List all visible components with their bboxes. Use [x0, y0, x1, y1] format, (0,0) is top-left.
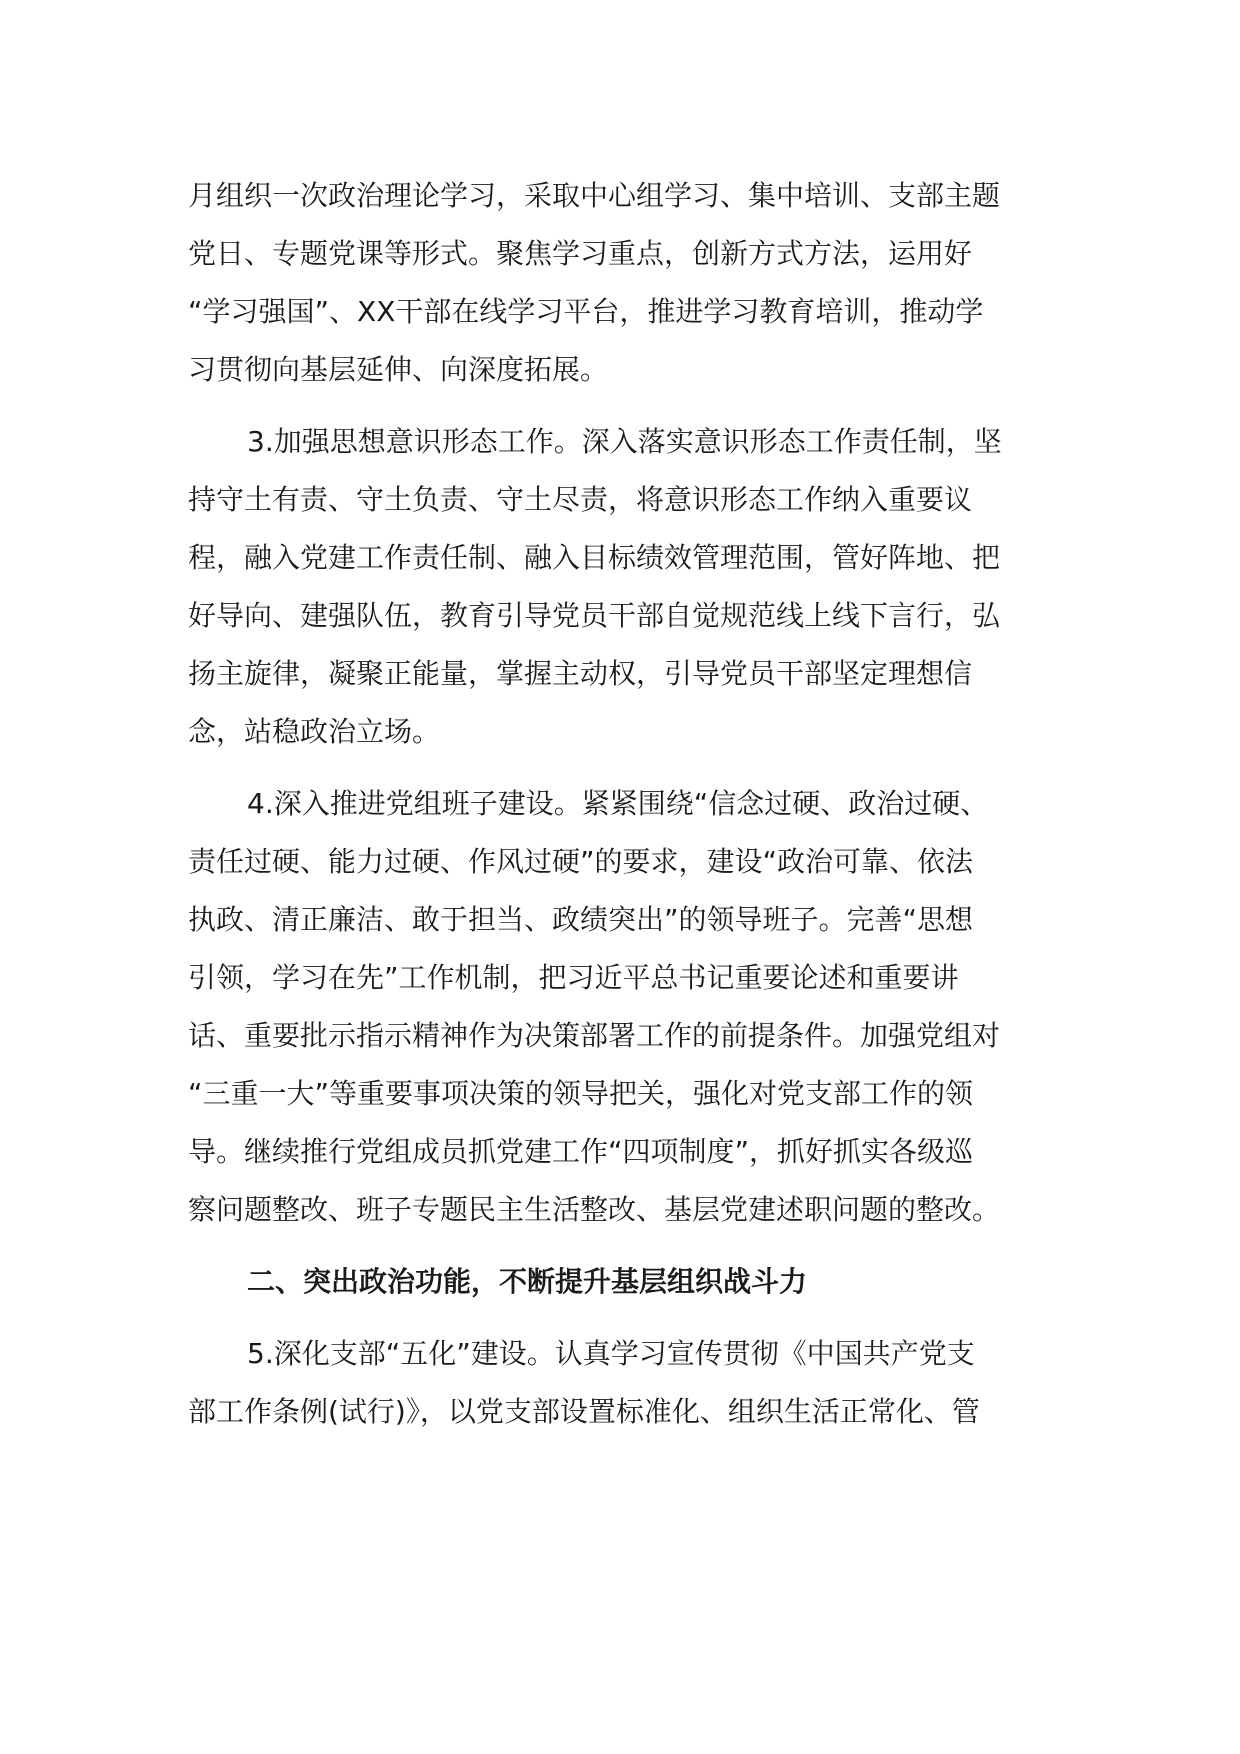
text-line: 持守土有责、守土负责、守土尽责，将意识形态工作纳入重要议 — [188, 483, 973, 516]
text-line: 导。继续推行党组成员抓党建工作“四项制度”，抓好抓实各级巡 — [188, 1135, 974, 1168]
text-line: “学习强国”、XX干部在线学习平台，推进学习教育培训，推动学 — [188, 295, 984, 328]
text-line: 月组织一次政治理论学习，采取中心组学习、集中培训、支部主题 — [188, 179, 1001, 212]
section-heading: 二、突出政治功能，不断提升基层组织战斗力 — [247, 1265, 808, 1298]
paragraph-3-first-line: 3.加强思想意识形态工作。深入落实意识形态工作责任制，坚 — [247, 425, 1002, 458]
text-line: 扬主旋律，凝聚正能量，掌握主动权，引导党员干部坚定理想信 — [188, 657, 973, 690]
text-line: 执政、清正廉洁、敢于担当、政绩突出”的领导班子。完善“思想 — [188, 903, 974, 936]
text-line: 察问题整改、班子专题民主生活整改、基层党建述职问题的整改。 — [188, 1193, 1001, 1226]
text-line: 好导向、建强队伍，教育引导党员干部自觉规范线上线下言行，弘 — [188, 599, 1001, 632]
text-line: 引领，学习在先”工作机制，把习近平总书记重要论述和重要讲 — [188, 961, 959, 994]
text-line: 程，融入党建工作责任制、融入目标绩效管理范围，管好阵地、把 — [188, 541, 1001, 574]
text-line: 责任过硬、能力过硬、作风过硬”的要求，建设“政治可靠、依法 — [188, 845, 974, 878]
text-line: 习贯彻向基层延伸、向深度拓展。 — [188, 353, 609, 386]
text-line: 部工作条例(试行)》，以党支部设置标准化、组织生活正常化、管 — [188, 1395, 980, 1428]
paragraph-5-first-line: 5.深化支部“五化”建设。认真学习宣传贯彻《中国共产党支 — [247, 1337, 975, 1370]
text-line: “三重一大”等重要事项决策的领导把关，强化对党支部工作的领 — [188, 1077, 974, 1110]
text-line: 念，站稳政治立场。 — [188, 715, 441, 748]
text-line: 党日、专题党课等形式。聚焦学习重点，创新方式方法，运用好 — [188, 237, 973, 270]
text-line: 话、重要批示指示精神作为决策部署工作的前提条件。加强党组对 — [188, 1019, 1001, 1052]
paragraph-4-first-line: 4.深入推进党组班子建设。紧紧围绕“信念过硬、政治过硬、 — [247, 787, 989, 820]
